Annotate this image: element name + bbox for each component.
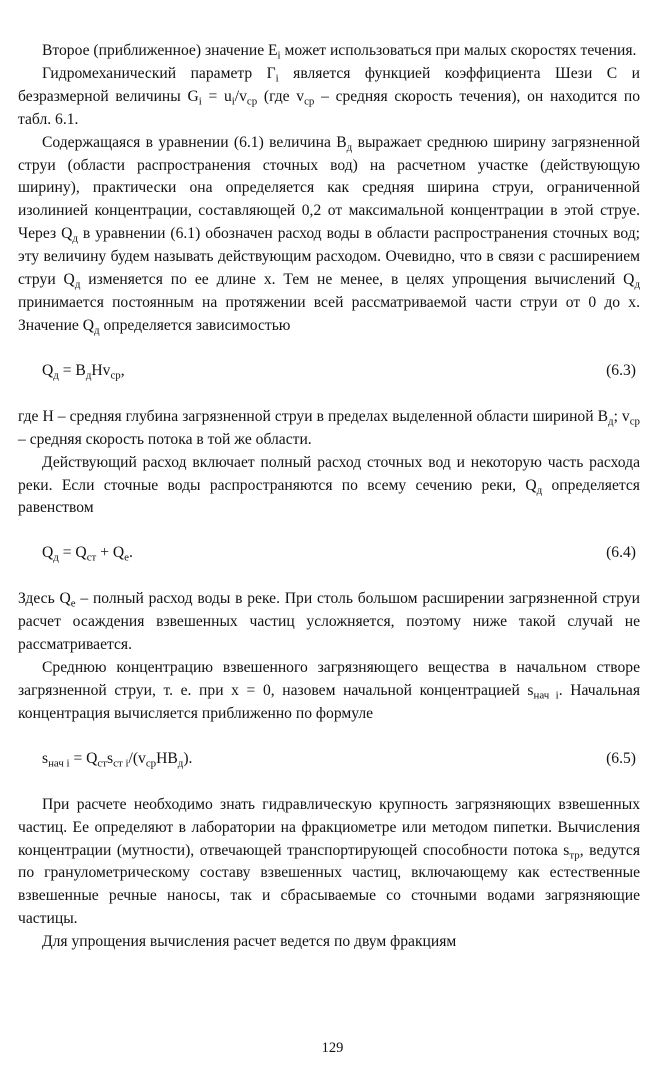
formula-6-4-number: (6.4) bbox=[606, 544, 636, 562]
formula-6-3 bbox=[18, 338, 640, 406]
paragraph-9: Для упрощения вычисления расчет ведется по двум фракциям bbox=[42, 933, 457, 951]
body-text bbox=[18, 40, 640, 954]
formula-6-4 bbox=[18, 520, 640, 588]
paragraph-1: Второе (приближенное) значение $E_i$ может использоваться при малых скоростях течения. bbox=[42, 42, 637, 62]
paragraph-5: Действующий расход включает полный расход сточных вод и некоторую часть расхода реки. Если сточные воды распространяются по всему сечению реки, $Q_д$ определяется равенством bbox=[18, 453, 640, 517]
formula-6-5-number: (6.5) bbox=[606, 749, 636, 767]
formula-6-3-number: (6.3) bbox=[606, 361, 636, 379]
paragraph-7: Среднюю концентрацию взвешенного загрязняющего вещества в начальном створе загрязненной струи, т. е. при x = 0, назовем начальной концентрацией $s_{нач i}$. Начальная концентрация вычисляется приближенно по формуле bbox=[18, 659, 641, 722]
formula-6-5 bbox=[18, 726, 640, 794]
paragraph-6: Здесь $Q_е$ – полный расход воды в реке. При столь большом расширении загрязненной струи расчет осаждения взвешенных частиц усложняется, поэтому ниже такой случай не рассматривается. bbox=[18, 590, 640, 654]
paragraph-4: где H – средняя глубина загрязненной струи в пределах выделенной области шириной $B_д$; $v_{ср}$ – средняя скорость потока в той же области. bbox=[18, 407, 641, 448]
formula-6-5-expression: $s_{нач i} = Q_{ст}s_{ст i}/(v_{ср}HB_д)$. bbox=[42, 749, 193, 770]
formula-6-4-expression: $Q_д = Q_{ст} + Q_е$. bbox=[42, 544, 133, 564]
page-number: 129 bbox=[321, 1040, 344, 1056]
paragraph-8: При расчете необходимо знать гидравлическую крупность загрязняющих взвешенных частиц. Ее определяют в лаборатории на фракциометре или методом пипетки. Вычисления концентрации (мутности), отвечающей транспортирующей способности потока $s_{тр}$, ведутся по гранулометрическому составу взвешенных частиц, включающему как естественные взвешенные речные наносы, так и сбрасываемые со сточными водами загрязняющие частицы. bbox=[18, 795, 640, 928]
formula-6-3-expression: $Q_д = B_дHv_{ср}$, bbox=[42, 361, 125, 382]
paragraph-2: Гидромеханический параметр $Г_i$ является функцией коэффициента Шези C и безразмерной величины $G_i = u_i/v_{ср}$ (где $v_{ср}$ – средняя скорость течения), он находится по табл. 6.1. bbox=[18, 64, 640, 128]
paragraph-3: Содержащаяся в уравнении (6.1) величина $B_д$ выражает среднюю ширину загрязненной струи (области распространения сточных вод) на расчетном участке (действующую ширину), практически она определяется как средняя ширина струи, ограниченной изолинией концентрации, составляющей 0,2 от максимальной концентрации в этой струе. Через $Q_д$ в уравнении (6.1) обозначен расход воды в области распространения сточных вод; эту величину будем называть действующим расходом. Очевидно, что в связи с расширением струи $Q_д$ изменяется по ее длине x. Тем не менее, в целях упрощения вычислений $Q_д$ принимается постоянным на протяжении всей рассматриваемой части струи от 0 до x. Значение $Q_д$ определяется зависимостью bbox=[18, 133, 640, 337]
